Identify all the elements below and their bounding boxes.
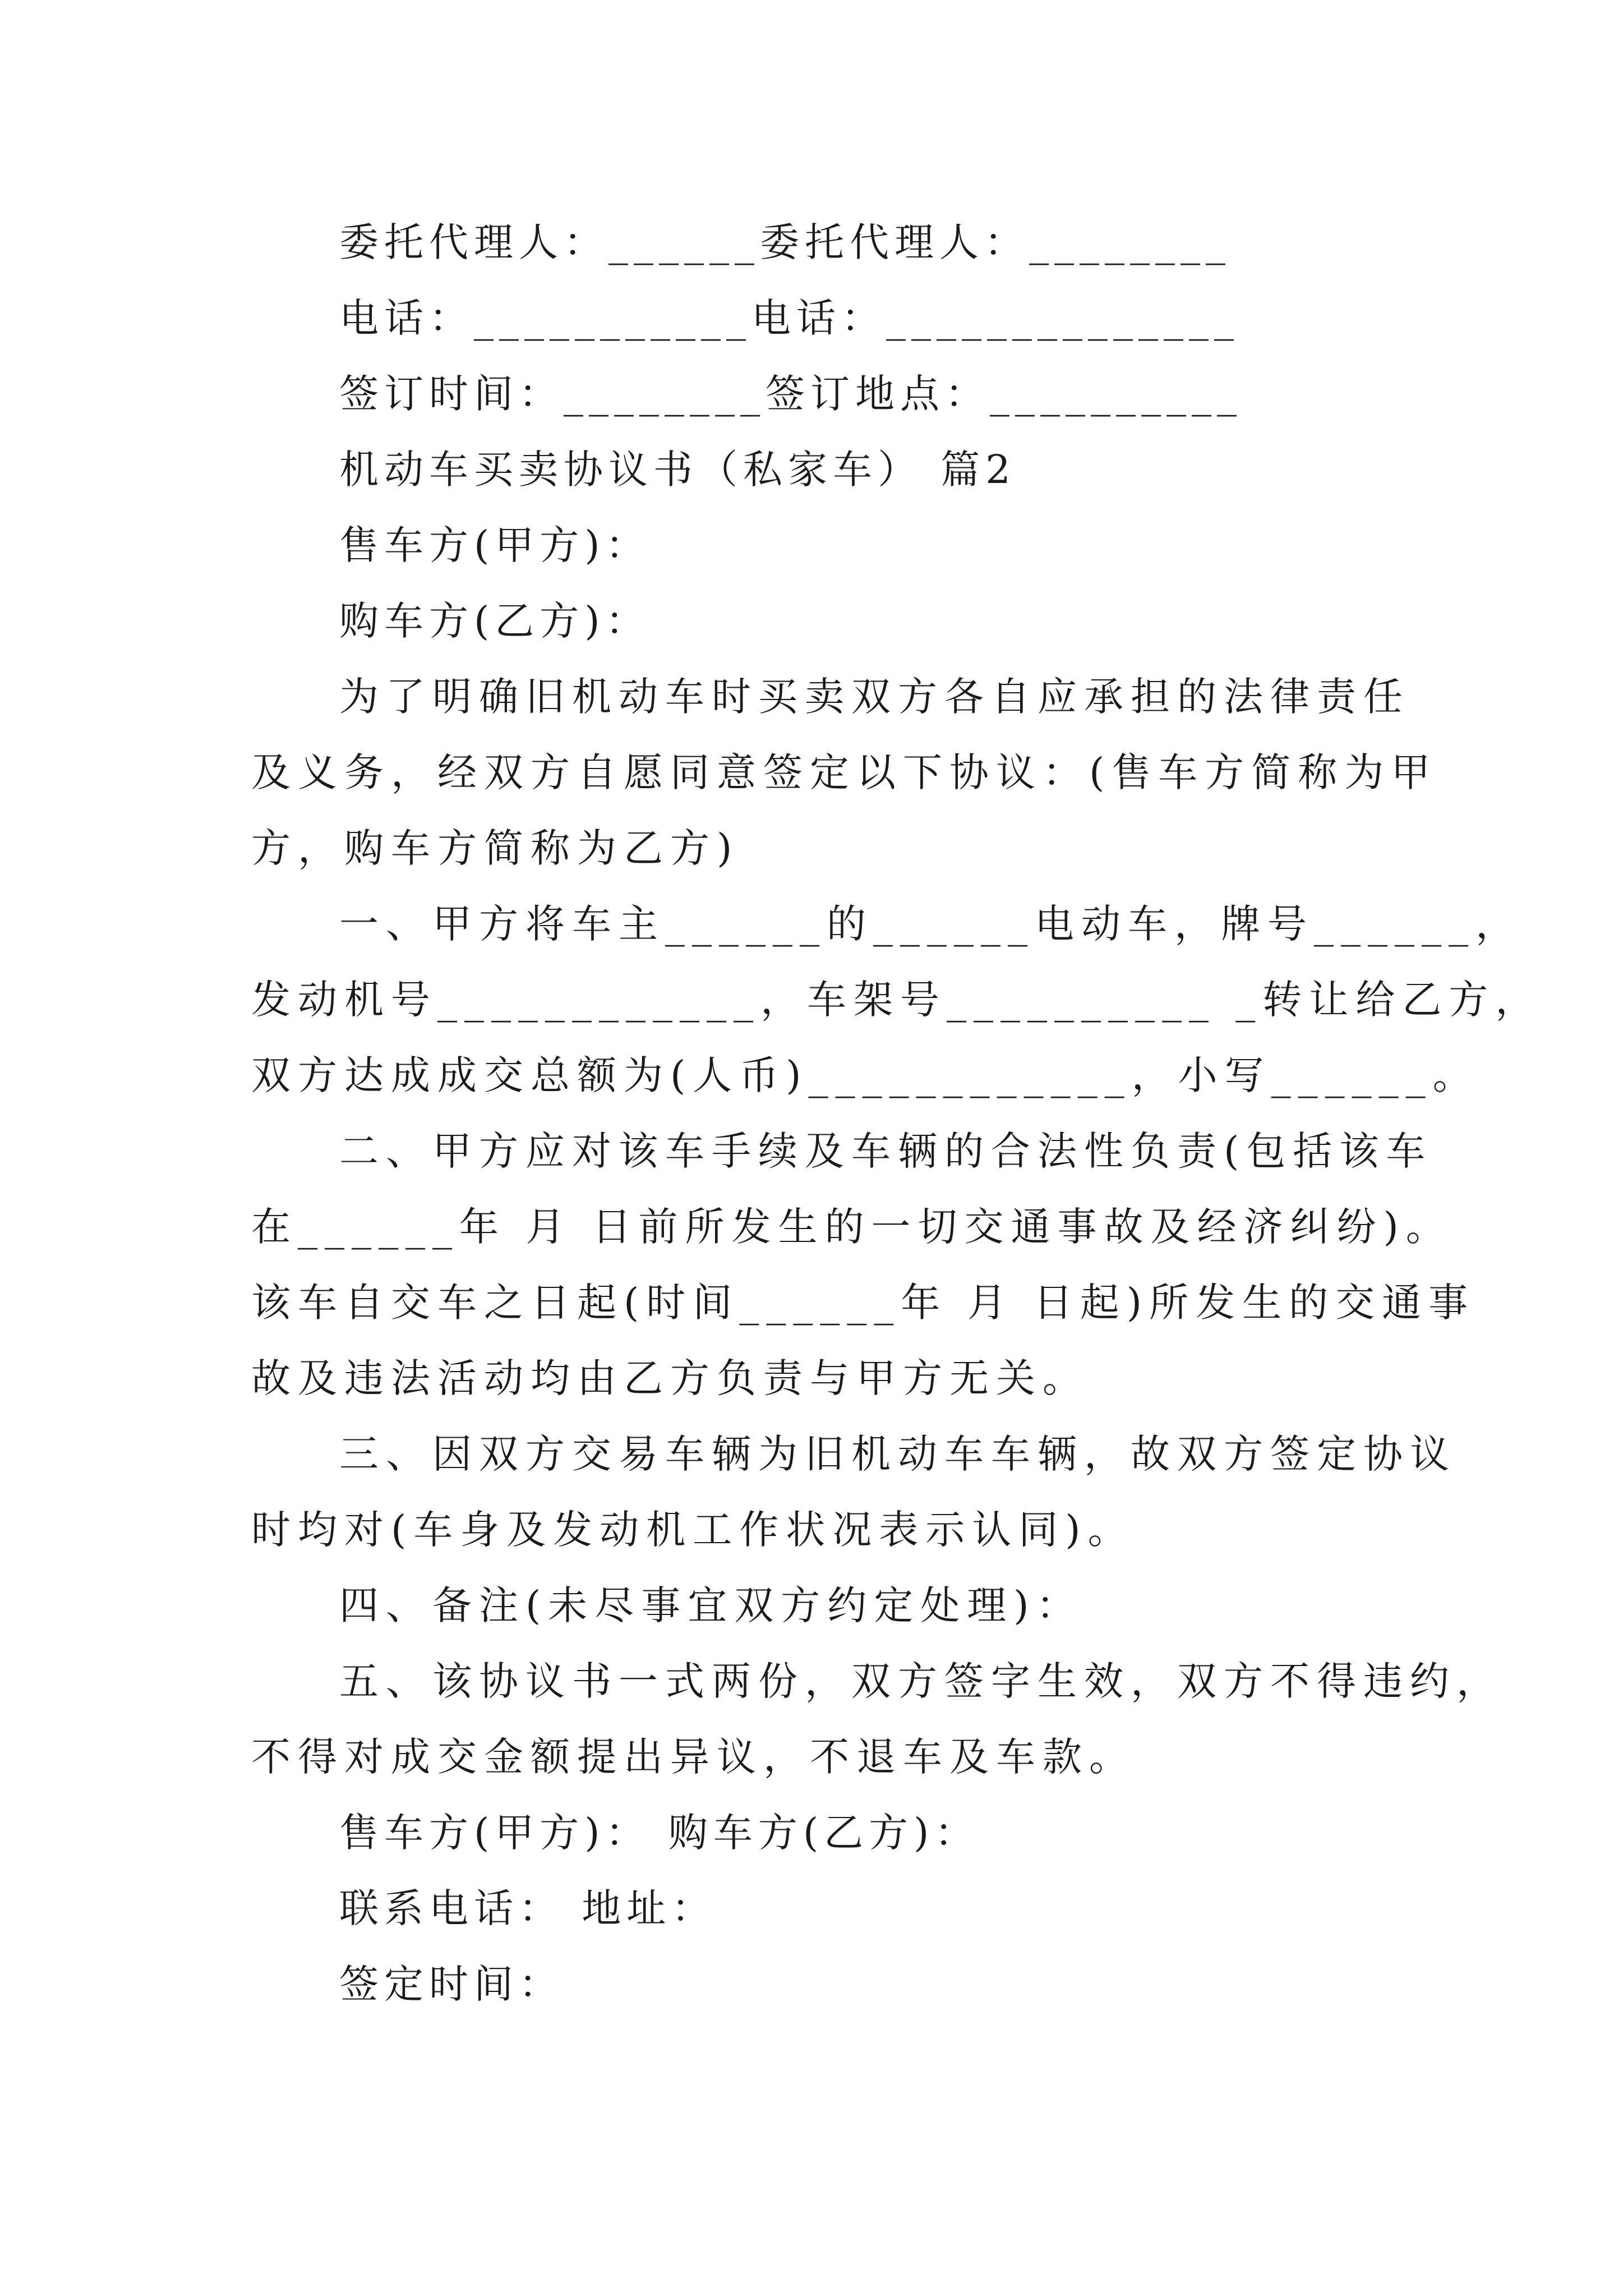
clause-5-line-2: 不得对成交金额提出异议，不退车及车款。	[251, 1734, 1136, 1780]
clause-3-line-1: 三、因双方交易车辆为旧机动车车辆，故双方签定协议	[339, 1431, 1456, 1477]
signature-parties-line: 售车方(甲方)： 购车方(乙方)：	[339, 1810, 980, 1856]
clause-3-line-2: 时均对(车身及发动机工作状况表示认同)。	[251, 1507, 1135, 1553]
contact-address-line: 联系电话： 地址：	[339, 1885, 717, 1931]
intro-paragraph-line-3: 方，购车方简称为乙方)	[251, 825, 740, 871]
seller-line: 售车方(甲方)：	[339, 522, 651, 568]
clause-4-line: 四、备注(未尽事宜双方约定处理)：	[339, 1582, 1083, 1628]
signing-time-place-line: 签订时间：________签订地点：__________	[339, 371, 1242, 417]
clause-1-line-2: 发动机号____________，车架号__________ _转让给乙方，	[251, 977, 1542, 1023]
buyer-line: 购车方(乙方)：	[339, 598, 651, 644]
phone-line: 电话：___________电话：______________	[339, 295, 1239, 341]
section-title: 机动车买卖协议书（私家车） 篇2	[339, 447, 1016, 493]
clause-1-line-3: 双方达成成交总额为(人币)____________，小写______。	[251, 1052, 1479, 1098]
intro-paragraph-line-2: 及义务，经双方自愿同意签定以下协议：(售车方简称为甲	[251, 749, 1438, 795]
signing-date-line: 签定时间：	[339, 1961, 564, 2007]
clause-2-line-3: 该车自交车之日起(时间______年 月 日起)所发生的交通事	[251, 1280, 1476, 1326]
clause-1-line-1: 一、甲方将车主______的______电动车，牌号______，	[339, 901, 1522, 947]
intro-paragraph-line-1: 为了明确旧机动车时买卖双方各自应承担的法律责任	[339, 674, 1410, 720]
clause-2-line-2: 在______年 月 日前所发生的一切交通事故及经济纠纷)。	[251, 1204, 1453, 1250]
clause-2-line-1: 二、甲方应对该车手续及车辆的合法性负责(包括该车	[339, 1128, 1433, 1174]
agent-line: 委托代理人：______委托代理人：________	[339, 219, 1231, 265]
clause-2-line-4: 故及违法活动均由乙方负责与甲方无关。	[251, 1355, 1089, 1401]
clause-5-line-1: 五、该协议书一式两份，双方签字生效，双方不得违约，	[339, 1658, 1503, 1704]
